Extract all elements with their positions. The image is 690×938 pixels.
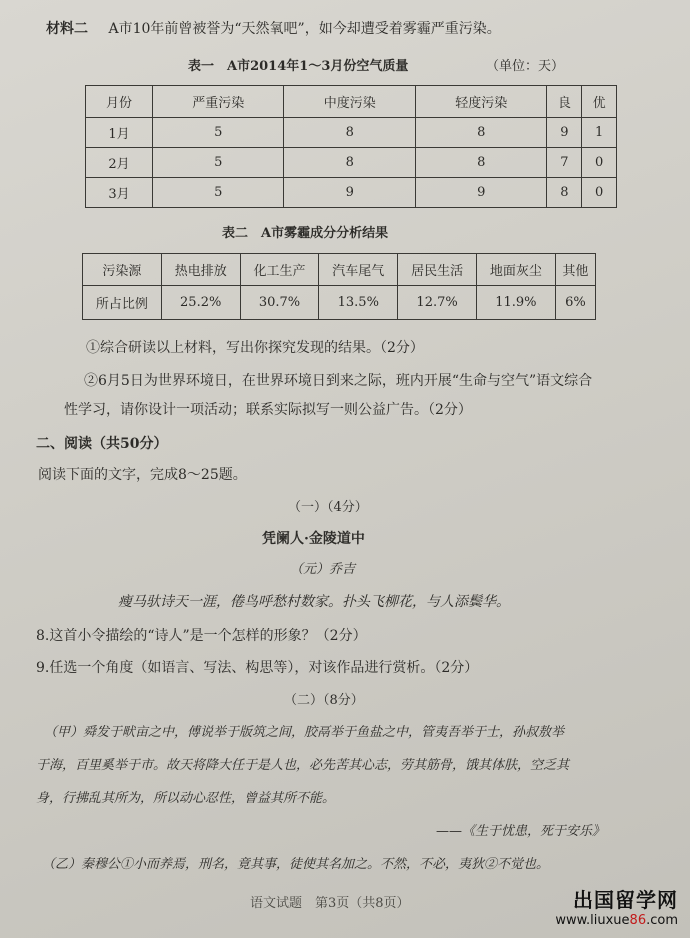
table1-header: 轻度污染 <box>415 86 546 118</box>
air-quality-table <box>85 85 617 208</box>
table2-header: 其他 <box>555 254 595 286</box>
site-watermark <box>555 884 678 928</box>
section-heading: 二、阅读（共50分） <box>36 436 168 452</box>
table1-header: 月份 <box>86 86 153 118</box>
smog-composition-table <box>82 253 596 320</box>
table-cell: 所占比例 <box>83 286 162 320</box>
passage-line: 于海，百里奚举于市。故天将降大任于是人也，必先苦其心志，劳其筋骨，饿其体肤，空乏其 <box>36 758 570 773</box>
part2-label: （二）（8分） <box>284 693 364 708</box>
table1-header: 严重污染 <box>153 86 284 118</box>
table-row <box>83 286 596 320</box>
table-cell: 8 <box>284 118 415 148</box>
table-cell: 8 <box>547 178 582 208</box>
passage-b: （乙）秦穆公①小而养焉，刑名，竟其事，徒使其名加之。不然，不必，夷狄②不觉也。 <box>42 857 550 872</box>
material2-text: A市10年前曾被誉为“天然氧吧”，如今却遭受着雾霾严重污染。 <box>108 21 501 37</box>
reading-instruction: 阅读下面的文字，完成8～25题。 <box>38 467 247 483</box>
table1-header: 中度污染 <box>284 86 415 118</box>
watermark-name: 出国留学网 <box>573 888 678 912</box>
table-cell: 13.5% <box>319 286 398 320</box>
table2-header: 热电排放 <box>161 254 240 286</box>
table1-header: 良 <box>547 86 582 118</box>
table-row <box>86 118 617 148</box>
question-2-line2: 性学习，请你设计一项活动；联系实际拟写一则公益广告。（2分） <box>64 402 472 418</box>
table1-unit: （单位：天） <box>486 59 565 74</box>
question-8: 8.这首小令描绘的“诗人”是一个怎样的形象？（2分） <box>36 628 367 644</box>
table-cell: 5 <box>153 148 284 178</box>
table-cell: 1 <box>582 118 617 148</box>
passage-source: ——《生于忧患，死于安乐》 <box>436 824 606 839</box>
material2-label: 材料二 <box>46 21 88 37</box>
question-1: ①综合研读以上材料，写出你探究发现的结果。（2分） <box>86 340 424 356</box>
watermark-url-prefix: www.liuxue <box>555 913 630 928</box>
table2-header: 污染源 <box>83 254 162 286</box>
table-cell: 1月 <box>86 118 153 148</box>
table-cell: 25.2% <box>161 286 240 320</box>
table-cell: 9 <box>284 178 415 208</box>
table1-header: 优 <box>582 86 617 118</box>
part1-label: （一）（4分） <box>288 500 368 515</box>
table-cell: 11.9% <box>476 286 555 320</box>
question-2-line1: ②6月5日为世界环境日，在世界环境日到来之际，班内开展“生命与空气”语文综合 <box>84 373 593 389</box>
table-cell: 8 <box>415 118 546 148</box>
material2-line <box>46 18 501 38</box>
table-cell: 3月 <box>86 178 153 208</box>
table-cell: 6% <box>555 286 595 320</box>
table2-title: 表二 A市雾霾成分分析结果 <box>222 226 389 241</box>
poem-title: 凭阑人·金陵道中 <box>262 531 365 547</box>
table2-header: 化工生产 <box>240 254 319 286</box>
table1-header-row <box>86 86 617 118</box>
table-row <box>86 148 617 178</box>
passage-line: 身，行拂乱其所为，所以动心忍性，曾益其所不能。 <box>36 791 336 806</box>
poem-author: （元）乔吉 <box>290 562 356 577</box>
table-cell: 30.7% <box>240 286 319 320</box>
table-cell: 5 <box>153 178 284 208</box>
table2-header: 汽车尾气 <box>319 254 398 286</box>
table-cell: 0 <box>582 178 617 208</box>
table-cell: 5 <box>153 118 284 148</box>
table-cell: 7 <box>547 148 582 178</box>
passage-line: （甲）舜发于畎亩之中，傅说举于版筑之间，胶鬲举于鱼盐之中，管夷吾举于士，孙叔敖举 <box>44 725 565 740</box>
table-cell: 12.7% <box>398 286 477 320</box>
table-cell: 9 <box>415 178 546 208</box>
table-row <box>86 178 617 208</box>
table2-header: 居民生活 <box>398 254 477 286</box>
table2-header: 地面灰尘 <box>476 254 555 286</box>
watermark-url-num: 86 <box>629 913 647 928</box>
table1-title: 表一 A市2014年1～3月份空气质量 <box>188 59 409 74</box>
table-cell: 0 <box>582 148 617 178</box>
table-cell: 8 <box>415 148 546 178</box>
table2-header-row <box>83 254 596 286</box>
watermark-url-suffix: .com <box>646 913 678 928</box>
question-9: 9.任选一个角度（如语言、写法、构思等），对该作品进行赏析。（2分） <box>36 660 479 676</box>
table-cell: 2月 <box>86 148 153 178</box>
poem-text: 瘦马驮诗天一涯，倦鸟呼愁村数家。扑头飞柳花，与人添鬓华。 <box>118 594 510 610</box>
page-footer: 语文试题 第3页（共8页） <box>250 896 410 911</box>
watermark-url <box>555 913 678 928</box>
table-cell: 8 <box>284 148 415 178</box>
table-cell: 9 <box>547 118 582 148</box>
